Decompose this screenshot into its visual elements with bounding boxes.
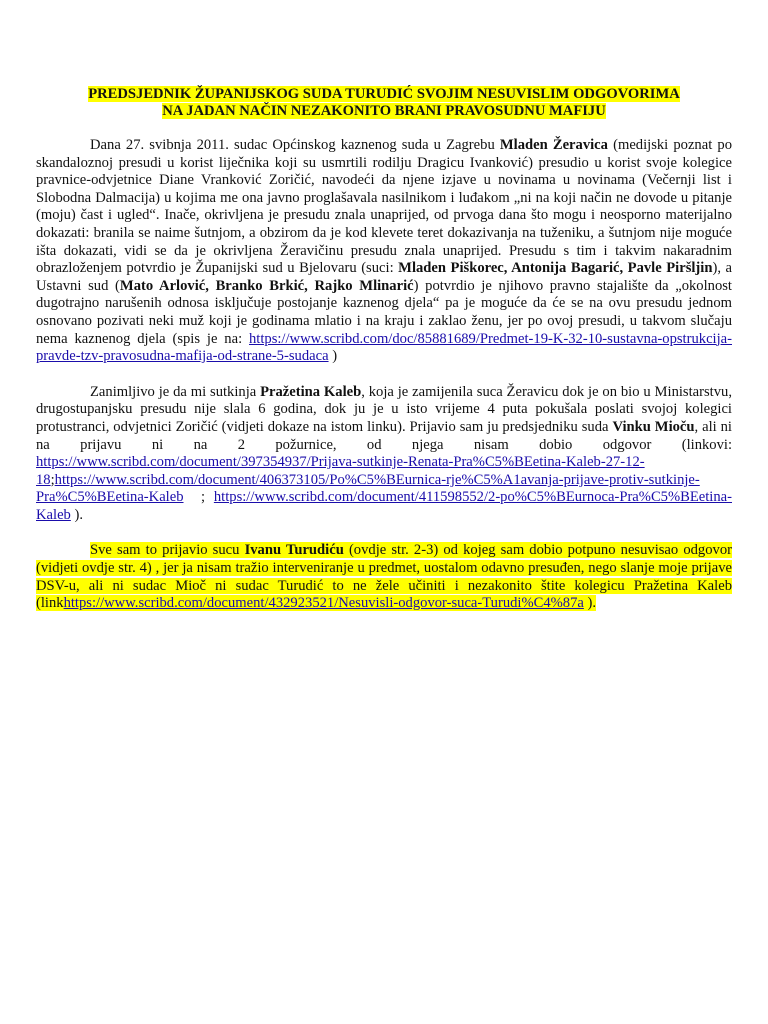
p1-text: ) potvrdio je njihovo pravno stajalište da „okolnost dugotrajno narušenih odnosa isključuje postojanje kaznenog djela“ pa je moguće da će se na ovu presudu jednom osnovano pozivati neki muž koji je godinama mlatio i na kraju i zaklao ženu, jer po ovoj presudi, u takvom slučaju nema kaznenog djela (spis je na: xyxy=(36,277,732,347)
p2-link-urgency-1[interactable]: https://www.scribd.com/document/406373105/Po%C5%BEurnica-rje%C5%A1avanja-prijave-protiv-sutkinje-Pra%C5%BEetina-Kaleb xyxy=(36,471,700,506)
p1-judge-name: Mladen Žeravica xyxy=(499,137,608,153)
p3-link-response[interactable]: https://www.scribd.com/document/432923521/Nesuvisli-odgovor-suca-Turudi%C4%87a xyxy=(63,595,584,612)
p1-text: ), a Ustavni sud ( xyxy=(36,260,732,294)
title-line-1: PREDSJEDNIK ŽUPANIJSKOG SUDA TURUDIĆ SVOJIM NESUVISLIM ODGOVORIMA xyxy=(88,86,680,102)
p2-separator: ; xyxy=(183,489,214,506)
p2-text: , koja je zamijenila suca Žeravicu dok je on bio u Ministarstvu, drugostupanjsku presudu nije slala 6 godina, dok ju je u isto vrijeme 4 puta pokušala poslati svojoj kolegici protustranci, odvjetnici Zoričić (vidjeti dokaze na istom linku). Prijavio sam ju predsjedniku suda xyxy=(36,383,732,435)
p2-link-urgency-2[interactable]: https://www.scribd.com/document/411598552/2-po%C5%BEurnoca-Pra%C5%BEetina-Kaleb xyxy=(36,489,732,523)
p2-separator: ; xyxy=(50,471,55,488)
p3-text: (ovdje str. 2-3) od kojeg sam dobio potpuno nesuvisao odgovor (vidjeti ovdje str. 4) , jer ja nisam tražio interveniranje u predmet, uostalom odavno presuđen, nego slanje moje prijave DSV-u, ali ni sudac Mioč ni sudac Turudić to ne žele učiniti i nezakonito štite kolegicu Pražetina Kaleb (link xyxy=(36,542,732,612)
p2-text: , ali ni na prijavu ni na 2 požurnice, od njega nisam dobio odgovor (linkovi: xyxy=(36,418,732,453)
p2-judge-name: Pražetina Kaleb xyxy=(260,383,362,400)
p2-text: Zanimljivo je da mi sutkinja xyxy=(90,383,261,400)
paragraph-3 xyxy=(36,542,732,612)
p1-text: Dana 27. svibnja 2011. sudac Općinskog kaznenog suda u Zagrebu xyxy=(90,137,500,153)
p2-text: ). xyxy=(70,506,84,523)
p1-text: (medijski poznat po skandaloznoj presudi u korist liječnika koji su usmrtili rodilju Dragicu Ivanković) presudio u korist svoje kolegice pravnice-odvjetnice Diane Vranković Zoričić, navodeći da njene izjave u novinama u novinama (Večernji list i Slobodna Dalmacija) u kojima me ona javno proglašavala nasilnikom i luđakom „ni na koji način ne dovode u pitanje (moju) čast i ugled“. Inače, okrivljena je presudu znala unaprijed, od prvoga dana što mogu i neosporno materijalno dokazati: branila se naime šutnjom, a obzirom da je kod klevete teret dokazivanja na tuženiku, a šutnjom nije moguće išta dokazati, vidi se da je okrivljena Žeravičinu presudu znala unaprijed. Presudu s tim i takvim nakaradnim obrazloženjem potvrdio je Županijski sud u Bjelovaru (suci: xyxy=(36,137,732,277)
p3-text: Sve sam to prijavio sucu xyxy=(90,542,245,559)
p2-link-report[interactable]: https://www.scribd.com/document/397354937/Prijava-sutkinje-Renata-Pra%C5%BEetina-Kaleb-27-12-18 xyxy=(36,454,645,488)
p1-text: ) xyxy=(328,348,338,365)
p3-text: ). xyxy=(583,595,597,612)
document-page xyxy=(36,86,732,613)
p1-link-case-file[interactable]: https://www.scribd.com/doc/85881689/Predmet-19-K-32-10-sustavna-opstrukcija-pravde-tzv-pravosudna-mafija-od-strane-5-sudaca xyxy=(36,330,732,365)
p2-president-name: Vinku Mioču xyxy=(612,418,695,435)
p3-judge-name: Ivanu Turudiću xyxy=(244,542,344,559)
paragraph-1 xyxy=(36,137,732,366)
document-title xyxy=(36,86,732,120)
title-line-2: NA JADAN NAČIN NEZAKONITO BRANI PRAVOSUDNU MAFIJU xyxy=(162,103,606,119)
paragraph-2 xyxy=(36,384,732,525)
p1-judges-constitutional: Mato Arlović, Branko Brkić, Rajko Mlinarić xyxy=(119,277,414,294)
p1-judges-bjelovar: Mladen Piškorec, Antonija Bagarić, Pavle Piršljin xyxy=(398,260,713,277)
